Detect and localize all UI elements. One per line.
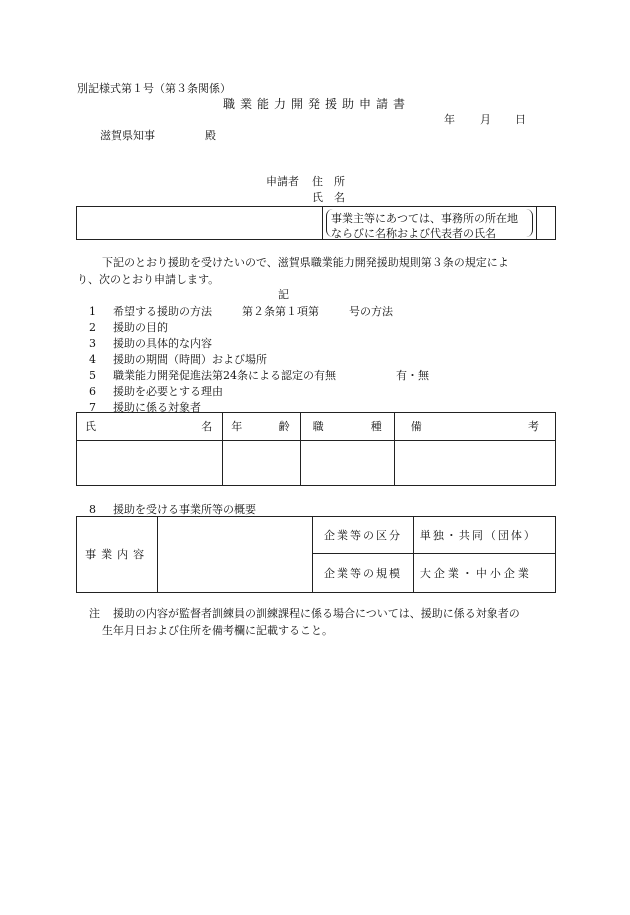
- item-5-num: 5: [89, 369, 96, 382]
- header-name: [77, 413, 223, 441]
- header-remarks-b: 考: [528, 420, 539, 434]
- item-7-text: 援助に係る対象者: [113, 401, 201, 414]
- intro-line1: 下記のとおり援助を受けたいので、滋賀県職業能力開発援助規則第３条の規定によ: [102, 256, 509, 269]
- target-age-cell[interactable]: [223, 441, 300, 486]
- item-5-text: 職業能力開発促進法第24条による認定の有無: [113, 369, 336, 382]
- applicant-end-cell: [537, 207, 556, 240]
- intro-line2: り、次のとおり申請します。: [77, 273, 220, 286]
- item-4-text: 援助の期間（時間）および場所: [113, 353, 267, 366]
- category-value: 単独・共同（団体）: [419, 528, 537, 542]
- target-table-row: [77, 441, 556, 486]
- item-8-text: 援助を受ける事業所等の概要: [113, 503, 256, 516]
- item-8-num: 8: [89, 503, 96, 516]
- item-3-num: 3: [89, 337, 96, 350]
- target-name-cell[interactable]: [77, 441, 223, 486]
- applicant-note-cell: [322, 207, 536, 240]
- target-remarks-cell[interactable]: [394, 441, 555, 486]
- applicant-name-label: 氏 名: [312, 191, 345, 204]
- scale-label-cell: [313, 554, 414, 593]
- applicant-table: [76, 206, 556, 240]
- header-age-b: 齢: [278, 420, 290, 434]
- item-1-text: 希望する援助の方法: [113, 305, 212, 318]
- target-job-cell[interactable]: [300, 441, 394, 486]
- date-day: 日: [515, 113, 526, 126]
- ki-marker: 記: [278, 288, 289, 301]
- form-title: 職業能力開発援助申請書: [223, 97, 411, 111]
- addressee-name: 滋賀県知事: [100, 129, 155, 142]
- item-1-clause: 第２条第１項第: [242, 305, 319, 318]
- header-remarks: [394, 413, 555, 441]
- header-remarks-a: 備: [410, 420, 422, 434]
- target-table: [76, 412, 556, 486]
- applicant-note-line1: 事業主等にあつては、事務所の所在地: [330, 212, 518, 225]
- scale-value: 大企業・中小企業: [419, 566, 532, 580]
- content-value-cell[interactable]: [158, 517, 313, 593]
- header-job-a: 職: [312, 420, 324, 434]
- note-line2: 生年月日および住所を備考欄に記載すること。: [102, 624, 333, 637]
- scale-label: 企業等の規模: [324, 566, 402, 580]
- date-month: 月: [480, 113, 491, 126]
- applicant-address-label: 住 所: [312, 175, 345, 188]
- item-6-num: 6: [89, 385, 96, 398]
- form-number: 別記様式第１号（第３条関係）: [77, 82, 231, 95]
- header-age-a: 年: [231, 420, 243, 434]
- note-prefix: 注: [89, 607, 100, 620]
- header-job-b: 種: [370, 420, 382, 434]
- header-job: [300, 413, 394, 441]
- addressee-honorific: 殿: [205, 129, 216, 142]
- applicant-note-line2: ならびに名称および代表者の氏名: [330, 227, 496, 240]
- applicant-label: 申請者: [266, 175, 299, 188]
- header-name-a: 氏: [85, 420, 96, 434]
- note-line1: 援助の内容が監督者訓練員の訓練課程に係る場合については、援助に係る対象者の: [113, 607, 520, 620]
- applicant-note-bracket: [326, 209, 533, 240]
- business-table: [76, 516, 556, 593]
- item-6-text: 援助を必要とする理由: [113, 385, 223, 398]
- item-1-method: 号の方法: [349, 305, 393, 318]
- category-label: 企業等の区分: [324, 528, 402, 542]
- item-2-num: 2: [89, 321, 96, 334]
- item-7-num: 7: [89, 401, 96, 414]
- category-label-cell: [313, 517, 414, 554]
- content-label-cell: [77, 517, 158, 593]
- scale-value-cell[interactable]: [413, 554, 555, 593]
- item-2-text: 援助の目的: [113, 321, 168, 334]
- content-label: 事業内容: [85, 548, 150, 561]
- target-table-header-row: [77, 413, 556, 441]
- item-3-text: 援助の具体的な内容: [113, 337, 212, 350]
- item-5-yes-no[interactable]: 有・無: [396, 369, 429, 382]
- header-age: [223, 413, 300, 441]
- item-1-num: 1: [89, 305, 96, 318]
- category-value-cell[interactable]: [413, 517, 555, 554]
- applicant-blank-cell[interactable]: [77, 207, 323, 240]
- item-4-num: 4: [89, 353, 96, 366]
- header-name-b: 名: [201, 420, 213, 434]
- date-year: 年: [444, 113, 455, 126]
